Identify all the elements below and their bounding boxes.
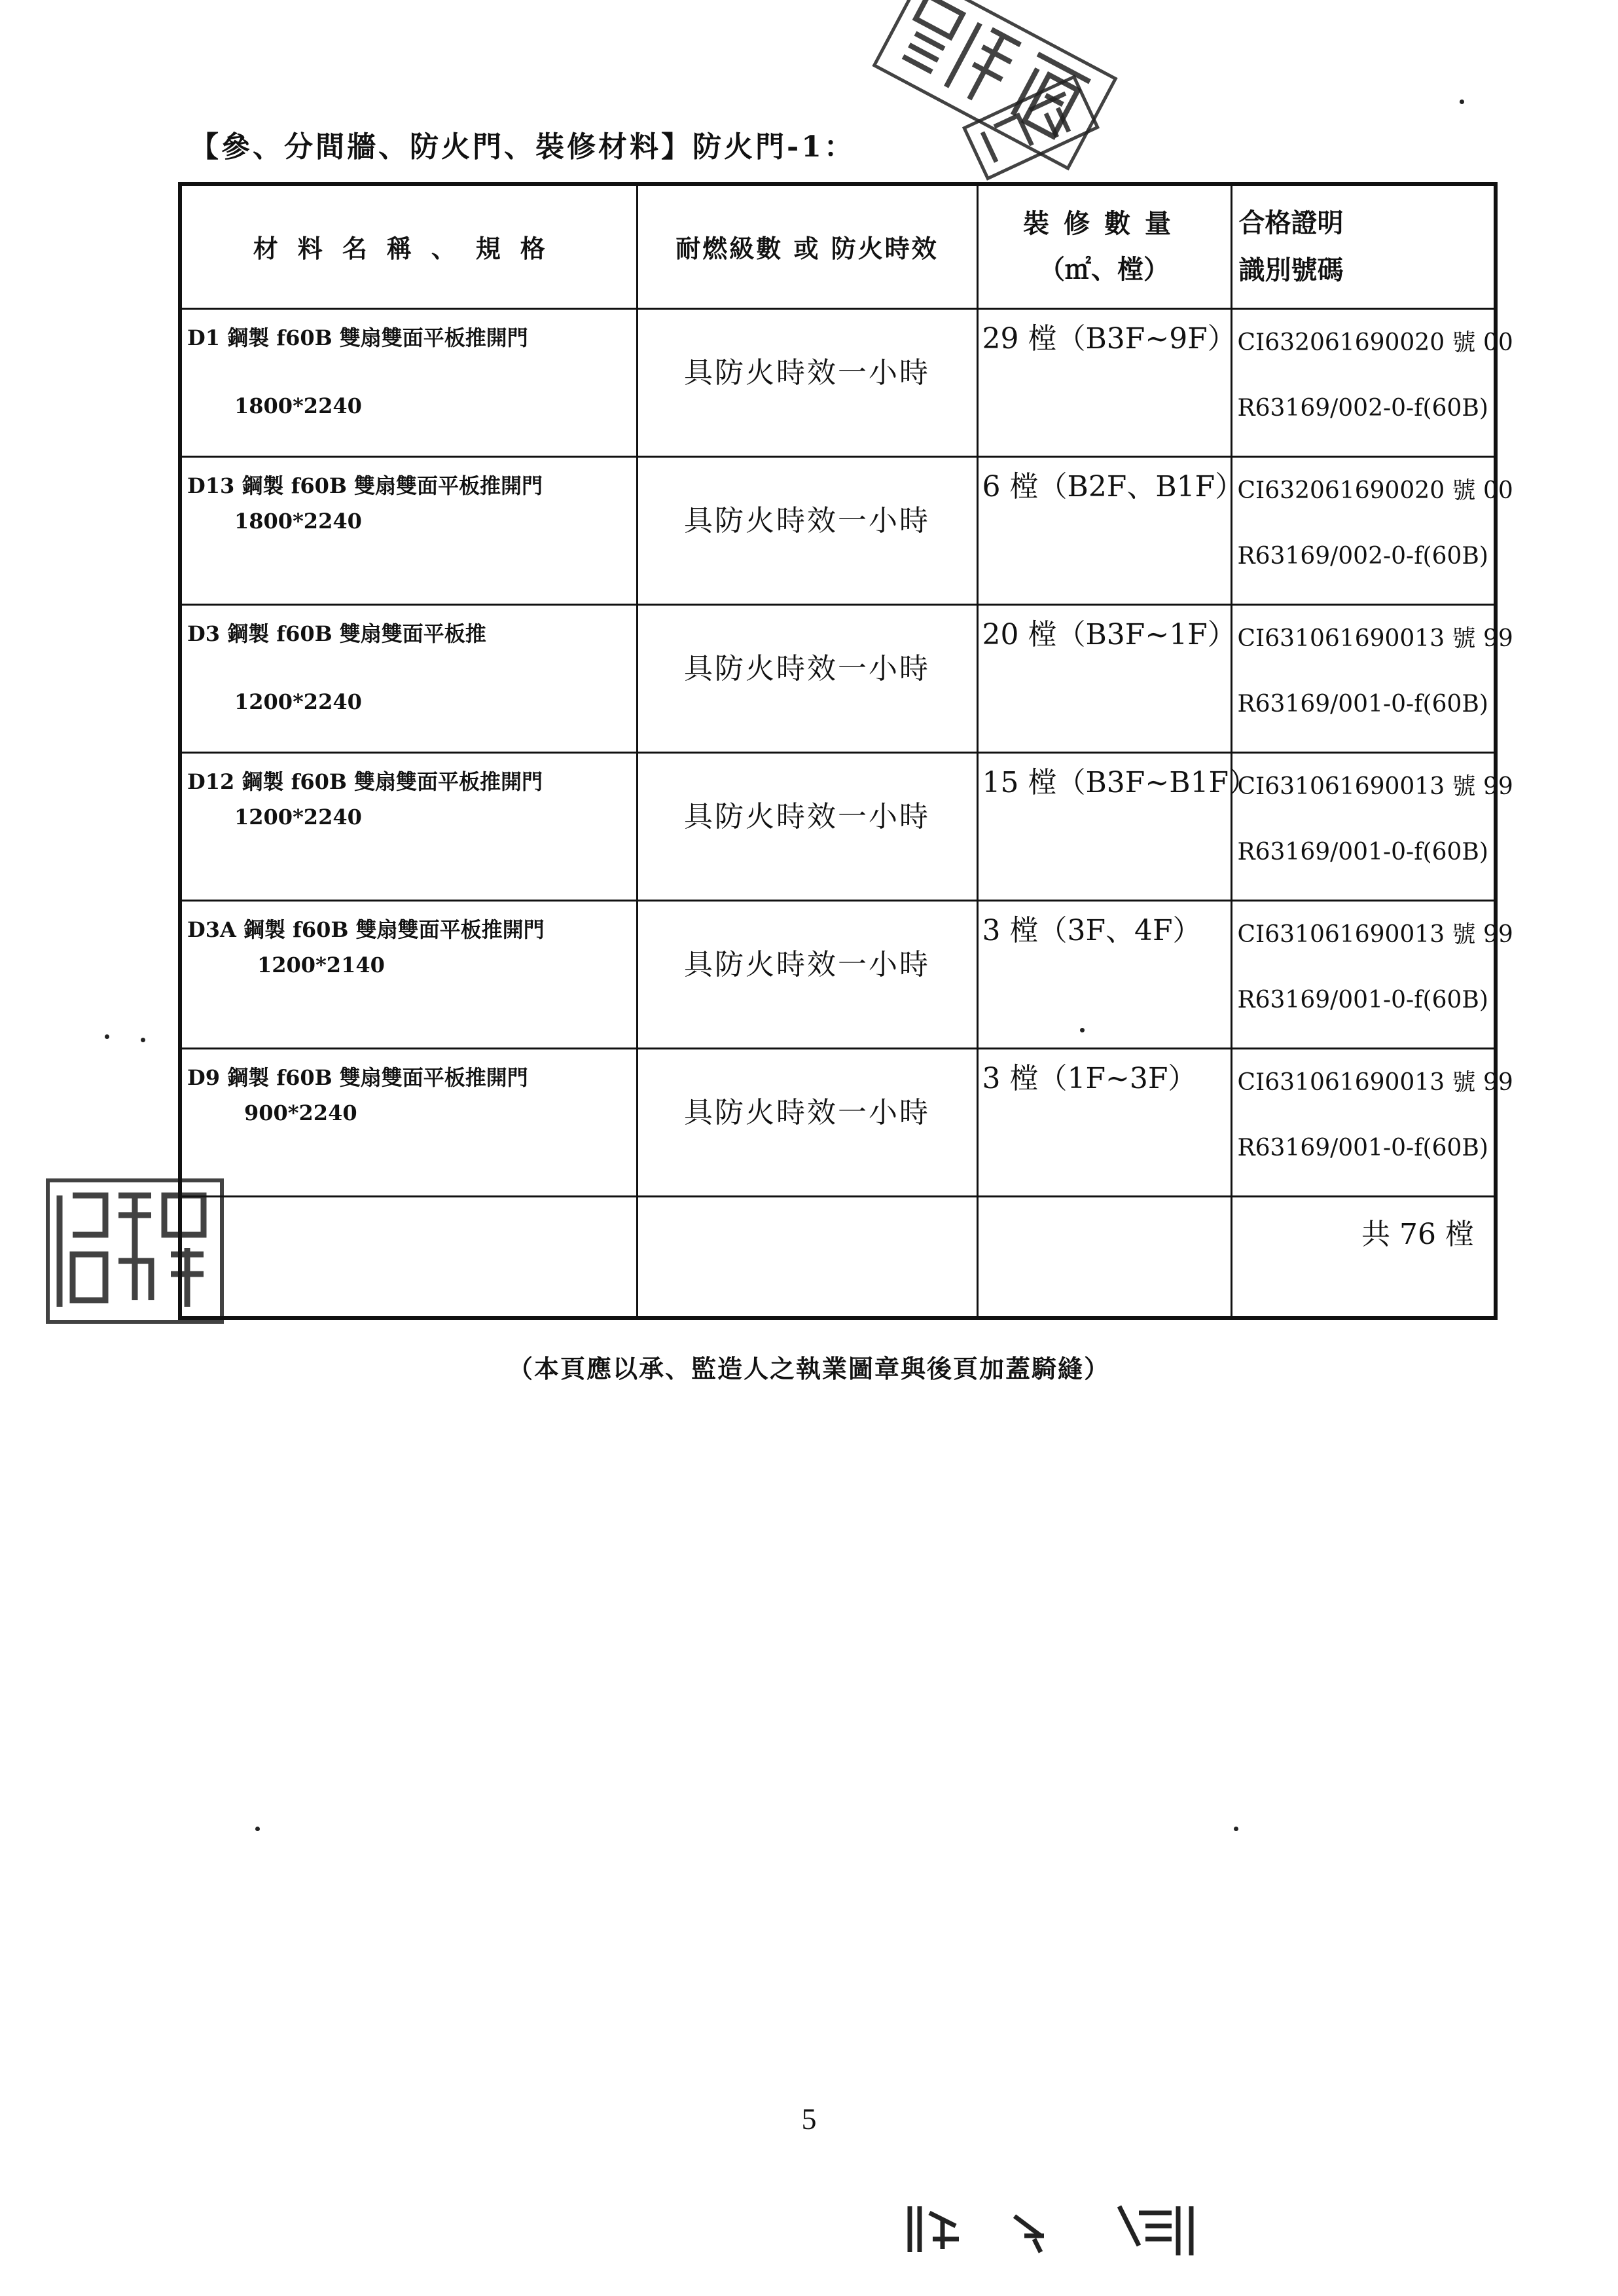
table-header-row — [180, 184, 1496, 308]
scan-speck — [255, 1827, 260, 1831]
header-quantity — [977, 184, 1231, 308]
material-cell — [180, 456, 637, 604]
table-row — [180, 900, 1496, 1048]
scan-speck — [105, 1034, 109, 1039]
quantity-cell — [977, 456, 1244, 604]
cert-number: CI632061690020 號 00 — [1237, 477, 1513, 504]
fire-rating: 具防火時效一小時 — [684, 799, 930, 833]
material-name: D3A 鋼製 f60B 雙扇雙面平板推開門 — [187, 917, 545, 942]
material-cell — [180, 308, 637, 456]
fire-rating-cell — [637, 752, 977, 900]
seam-stamp-note: （本頁應以承、監造人之執業圖章與後頁加蓋騎縫） — [507, 1354, 1110, 1383]
cert-code: R63169/001-0-f(60B) — [1237, 838, 1488, 866]
quantity: 6 樘（B2F、B1F） — [982, 469, 1244, 503]
header-fire-rating: 耐燃級數 或 防火時效 — [637, 184, 977, 308]
table-row — [180, 308, 1496, 456]
quantity: 3 樘（1F~3F） — [982, 1061, 1197, 1095]
quantity-cell — [977, 604, 1236, 752]
material-spec: 1200*2240 — [234, 689, 362, 714]
page-number: 5 — [801, 2102, 817, 2136]
table-row — [180, 456, 1496, 604]
fire-rating: 具防火時效一小時 — [684, 355, 930, 390]
header-cert-line1: 合格證明 — [1238, 207, 1344, 238]
scan-speck — [1460, 100, 1464, 104]
cert-code: R63169/001-0-f(60B) — [1237, 1134, 1488, 1161]
table-row — [180, 1048, 1496, 1196]
total-empty-cell — [637, 1196, 977, 1318]
material-spec: 1200*2240 — [234, 804, 362, 829]
quantity: 29 樘（B3F~9F） — [982, 321, 1236, 355]
fire-rating-cell — [637, 456, 977, 604]
fire-rating-cell — [637, 900, 977, 1048]
cert-number: CI631061690013 號 99 — [1237, 625, 1513, 652]
header-cert-line2: 識別號碼 — [1238, 254, 1344, 285]
material-name: D13 鋼製 f60B 雙扇雙面平板推開門 — [187, 473, 543, 498]
cert-code: R63169/001-0-f(60B) — [1237, 690, 1488, 718]
table-row — [180, 604, 1496, 752]
header-quantity-line1: 裝修數量 — [1023, 208, 1185, 239]
cert-code: R63169/001-0-f(60B) — [1237, 986, 1488, 1013]
cert-number: CI631061690013 號 99 — [1237, 1068, 1513, 1096]
material-spec: 900*2240 — [244, 1100, 357, 1125]
material-cell — [180, 1048, 637, 1196]
fire-rating-cell — [637, 308, 977, 456]
header-quantity-line2: （㎡、樘） — [1039, 253, 1170, 285]
fire-rating: 具防火時效一小時 — [684, 651, 930, 685]
fire-rating: 具防火時效一小時 — [684, 947, 930, 981]
total-empty-cell — [977, 1196, 1231, 1318]
header-material-name: 材料名稱、規格 — [180, 184, 637, 308]
material-cell — [180, 900, 637, 1048]
scan-speck — [141, 1038, 145, 1042]
material-spec: 1800*2240 — [234, 393, 362, 418]
quantity: 15 樘（B3F~B1F） — [982, 765, 1258, 799]
material-cell — [180, 604, 637, 752]
certificate-cell — [1231, 900, 1513, 1048]
certificate-cell — [1231, 1048, 1513, 1196]
header-certificate — [1231, 184, 1496, 308]
material-name: D9 鋼製 f60B 雙扇雙面平板推開門 — [187, 1065, 528, 1090]
material-spec: 1800*2240 — [234, 508, 362, 534]
material-spec: 1200*2140 — [257, 952, 385, 977]
fire-rating: 具防火時效一小時 — [684, 503, 930, 538]
cert-number: CI631061690013 號 99 — [1237, 773, 1513, 800]
certificate-cell — [1231, 752, 1513, 900]
scan-speck — [1080, 1028, 1085, 1032]
cert-code: R63169/002-0-f(60B) — [1237, 542, 1488, 570]
quantity: 20 樘（B3F~1F） — [982, 617, 1236, 651]
material-cell — [180, 752, 637, 900]
total-row — [180, 1196, 1496, 1318]
scan-speck — [1234, 1827, 1238, 1831]
material-name: D3 鋼製 f60B 雙扇雙面平板推 — [187, 621, 486, 646]
table-row — [180, 752, 1496, 900]
material-name: D12 鋼製 f60B 雙扇雙面平板推開門 — [187, 769, 543, 794]
fire-door-table — [178, 182, 1513, 1320]
total-cell — [1231, 1196, 1496, 1318]
quantity: 3 樘（3F、4F） — [982, 913, 1202, 947]
section-heading: 【參、分間牆、防火門、裝修材料】防火門-1： — [190, 130, 855, 164]
material-name: D1 鋼製 f60B 雙扇雙面平板推開門 — [187, 325, 528, 350]
certificate-cell — [1231, 308, 1513, 456]
quantity-cell — [977, 1048, 1231, 1196]
quantity-cell — [977, 308, 1236, 456]
fire-rating: 具防火時效一小時 — [684, 1095, 930, 1129]
fire-rating-cell — [637, 604, 977, 752]
total-empty-cell — [180, 1196, 637, 1318]
certificate-cell — [1231, 604, 1513, 752]
cert-number: CI631061690013 號 99 — [1237, 920, 1513, 948]
quantity-cell — [977, 900, 1231, 1048]
certificate-cell — [1231, 456, 1513, 604]
partial-seal-bottom — [903, 2200, 1204, 2259]
total-count: 共 76 樘 — [1361, 1217, 1474, 1251]
cert-code: R63169/002-0-f(60B) — [1237, 394, 1488, 422]
quantity-cell — [977, 752, 1258, 900]
cert-number: CI632061690020 號 00 — [1237, 329, 1513, 356]
fire-rating-cell — [637, 1048, 977, 1196]
